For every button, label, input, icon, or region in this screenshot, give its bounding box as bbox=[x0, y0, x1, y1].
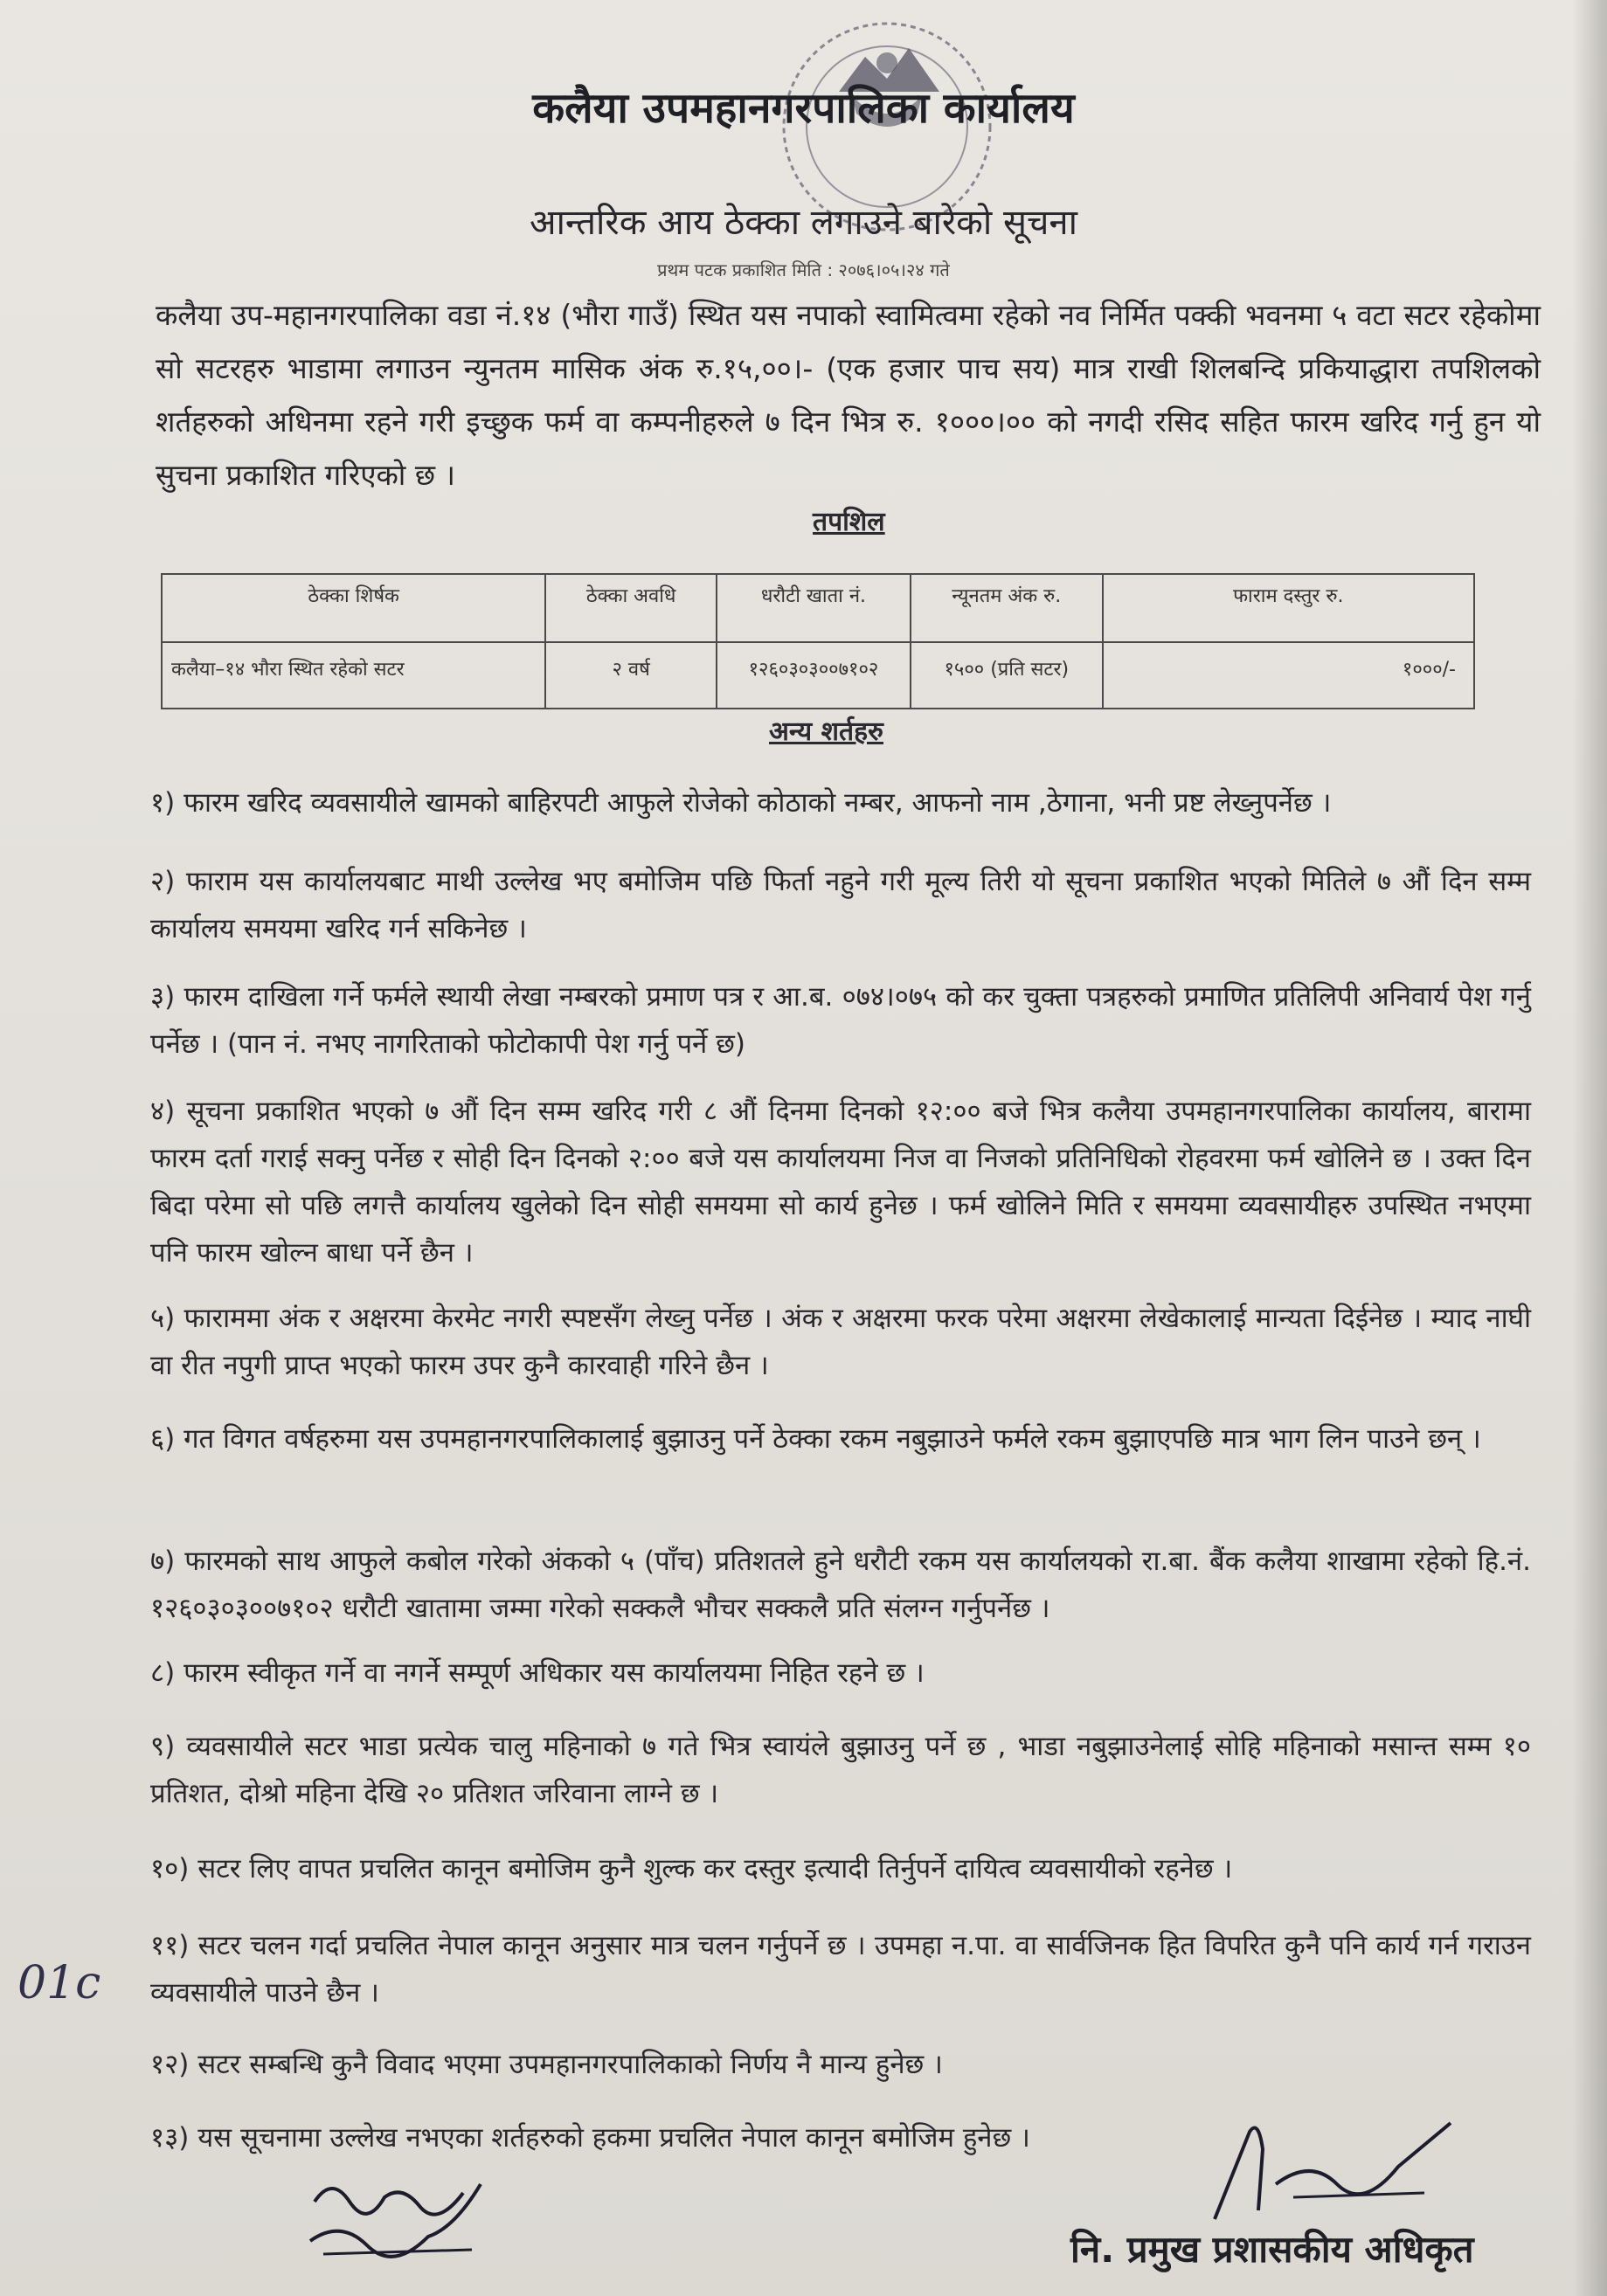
condition-item: ३) फारम दाखिला गर्ने फर्मले स्थायी लेखा नम्बरको प्रमाण पत्र र आ.ब. ०७४।०७५ को कर चुक्ता पत्रहरुको प्रमाणित प्रतिलिपी अनिवार्य पेश गर्नु पर्नेछ । (पान नं. नभए नागरिताको फोटोकापी पेश गर्नु पर्ने छ) bbox=[150, 981, 1531, 1060]
handwritten-signature-left bbox=[297, 2167, 498, 2272]
condition-item: ८) फारम स्वीकृत गर्ने वा नगर्ने सम्पूर्ण अधिकार यस कार्यालयमा निहित रहने छ । bbox=[150, 1657, 925, 1689]
other-conditions-heading: अन्य शर्तहरु bbox=[769, 716, 883, 747]
intro-paragraph: कलैया उप-महानगरपालिका वडा नं.१४ (भौरा गाउँ) स्थित यस नपाको स्वामित्वमा रहेको नव निर्मित पक्की भवनमा ५ वटा सटर रहेकोमा सो सटरहरु भाडामा लगाउन न्युनतम मासिक अंक रु.१५,००।- (एक हजार पाच सय) मात्र राखी शिलबन्दि प्रकियाद्धारा तपशिलको शर्तहरुको अधिनमा रहने गरी इच्छुक फर्म वा कम्पनीहरुले ७ दिन भित्र रु. १०००।०० को नगदी रसिद सहित फारम खरिद गर्नु हुन यो सुचना प्रकाशित गरिएको छ । bbox=[156, 298, 1541, 492]
handwritten-signature-right bbox=[1197, 2114, 1459, 2237]
condition-item: २) फाराम यस कार्यालयबाट माथी उल्लेख भए बमोजिम पछि फिर्ता नहुने गरी मूल्य तिरी यो सूचना प्रकाशित भएको मितिले ७ औं दिन सम्म कार्यालय समयमा खरिद गर्न सकिनेछ । bbox=[150, 866, 1531, 944]
table-header: न्यूनतम अंक रु. bbox=[911, 574, 1103, 642]
notice-title: आन्तरिक आय ठेक्का लगाउने बारेको सूचना bbox=[530, 203, 1077, 243]
table-header: धरौटी खाता नं. bbox=[717, 574, 911, 642]
schedule-heading: तपशिल bbox=[813, 507, 885, 537]
condition-item: १०) सटर लिए वापत प्रचलित कानून बमोजिम कुनै शुल्क कर दस्तुर इत्यादी तिर्नुपर्ने दायित्व व्यवसायीको रहनेछ । bbox=[150, 1853, 1233, 1885]
condition-item: ५) फाराममा अंक र अक्षरमा केरमेट नगरी स्पष्टसँग लेख्नु पर्नेछ । अंक र अक्षरमा फरक परेमा अक्षरमा लेखेकालाई मान्यता दिईनेछ । म्याद नाघी वा रीत नपुगी प्राप्त भएको फारम उपर कुनै कारवाही गरिने छैन । bbox=[150, 1303, 1531, 1381]
condition-item: ९) व्यवसायीले सटर भाडा प्रत्येक चालु महिनाको ७ गते भित्र स्वायंले बुझाउनु पर्ने छ , भाडा नबुझाउनेलाई सोहि महिनाको मसान्त सम्म १० प्रतिशत, दोश्रो महिना देखि २० प्रतिशत जरिवाना लाग्ने छ । bbox=[150, 1731, 1531, 1809]
schedule-table bbox=[161, 573, 1475, 709]
table-row bbox=[162, 642, 1474, 709]
condition-item: ७) फारमको साथ आफुले कबोल गरेको अंकको ५ (पाँच) प्रतिशतले हुने धरौटी रकम यस कार्यालयको रा.बा. बैंक कलैया शाखामा रहेको हि.नं. १२६०३०३००७१०२ धरौटी खातामा जम्मा गरेको सक्कलै भौचर सक्कलै प्रति संलग्न गर्नुपर्नेछ । bbox=[150, 1546, 1531, 1624]
table-cell: २ वर्ष bbox=[545, 642, 717, 709]
condition-item: १) फारम खरिद व्यवसायीले खामको बाहिरपटी आफुले रोजेको कोठाको नम्बर, आफनो नाम ,ठेगाना, भनी प्रष्ट लेख्नुपर्नेछ । bbox=[150, 787, 1332, 819]
officer-title: नि. प्रमुख प्रशासकीय अधिकृत bbox=[1070, 2228, 1474, 2271]
table-cell: १२६०३०३००७१०२ bbox=[717, 642, 911, 709]
condition-item: ६) गत विगत वर्षहरुमा यस उपमहानगरपालिकालाई बुझाउनु पर्ने ठेक्का रकम नबुझाउने फर्मले रकम बुझाएपछि मात्र भाग लिन पाउने छन् । bbox=[150, 1423, 1481, 1455]
table-header: ठेक्का शिर्षक bbox=[162, 574, 545, 642]
table-header-row bbox=[162, 574, 1474, 642]
condition-item: १२) सटर सम्बन्धि कुनै विवाद भएमा उपमहानगरपालिकाको निर्णय नै मान्य हुनेछ । bbox=[150, 2049, 943, 2080]
page-shadow bbox=[1572, 0, 1607, 2296]
margin-note: 01c bbox=[17, 1957, 101, 2009]
table-header: फाराम दस्तुर रु. bbox=[1103, 574, 1474, 642]
condition-item: ४) सूचना प्रकाशित भएको ७ औं दिन सम्म खरिद गरी ८ औं दिनमा दिनको १२:०० बजे भित्र कलैया उपमहानगरपालिका कार्यालय, बारामा फारम दर्ता गराई सक्नु पर्नेछ र सोही दिन दिनको २:०० बजे यस कार्यालयमा निज वा निजको प्रतिनिधिको रोहवरमा फर्म खोलिने छ । उक्त दिन बिदा परेमा सो पछि लगत्तै कार्यालय खुलेको दिन सोही समयमा सो कार्य हुनेछ । फर्म खोलिने मिति र समयमा व्यवसायीहरु उपस्थित नभएमा पनि फारम खोल्न बाधा पर्ने छैन । bbox=[150, 1096, 1531, 1269]
table-header: ठेक्का अवधि bbox=[545, 574, 717, 642]
office-title: कलैया उपमहानगरपालिका कार्यालय bbox=[532, 84, 1075, 133]
table-cell: १५०० (प्रति सटर) bbox=[911, 642, 1103, 709]
publish-date: प्रथम पटक प्रकाशित मिति : २०७६।०५।२४ गते bbox=[657, 259, 950, 280]
condition-item: १३) यस सूचनामा उल्लेख नभएका शर्तहरुको हकमा प्रचलित नेपाल कानून बमोजिम हुनेछ । bbox=[150, 2122, 1030, 2154]
table-cell: कलैया–१४ भौरा स्थित रहेको सटर bbox=[162, 642, 545, 709]
table-cell: १०००/- bbox=[1103, 642, 1474, 709]
condition-item: ११) सटर चलन गर्दा प्रचलित नेपाल कानून अनुसार मात्र चलन गर्नुपर्ने छ । उपमहा न.पा. वा सार्वजिनक हित विपरित कुनै पनि कार्य गर्न गराउन व्यवसायीले पाउने छैन । bbox=[150, 1930, 1531, 2009]
